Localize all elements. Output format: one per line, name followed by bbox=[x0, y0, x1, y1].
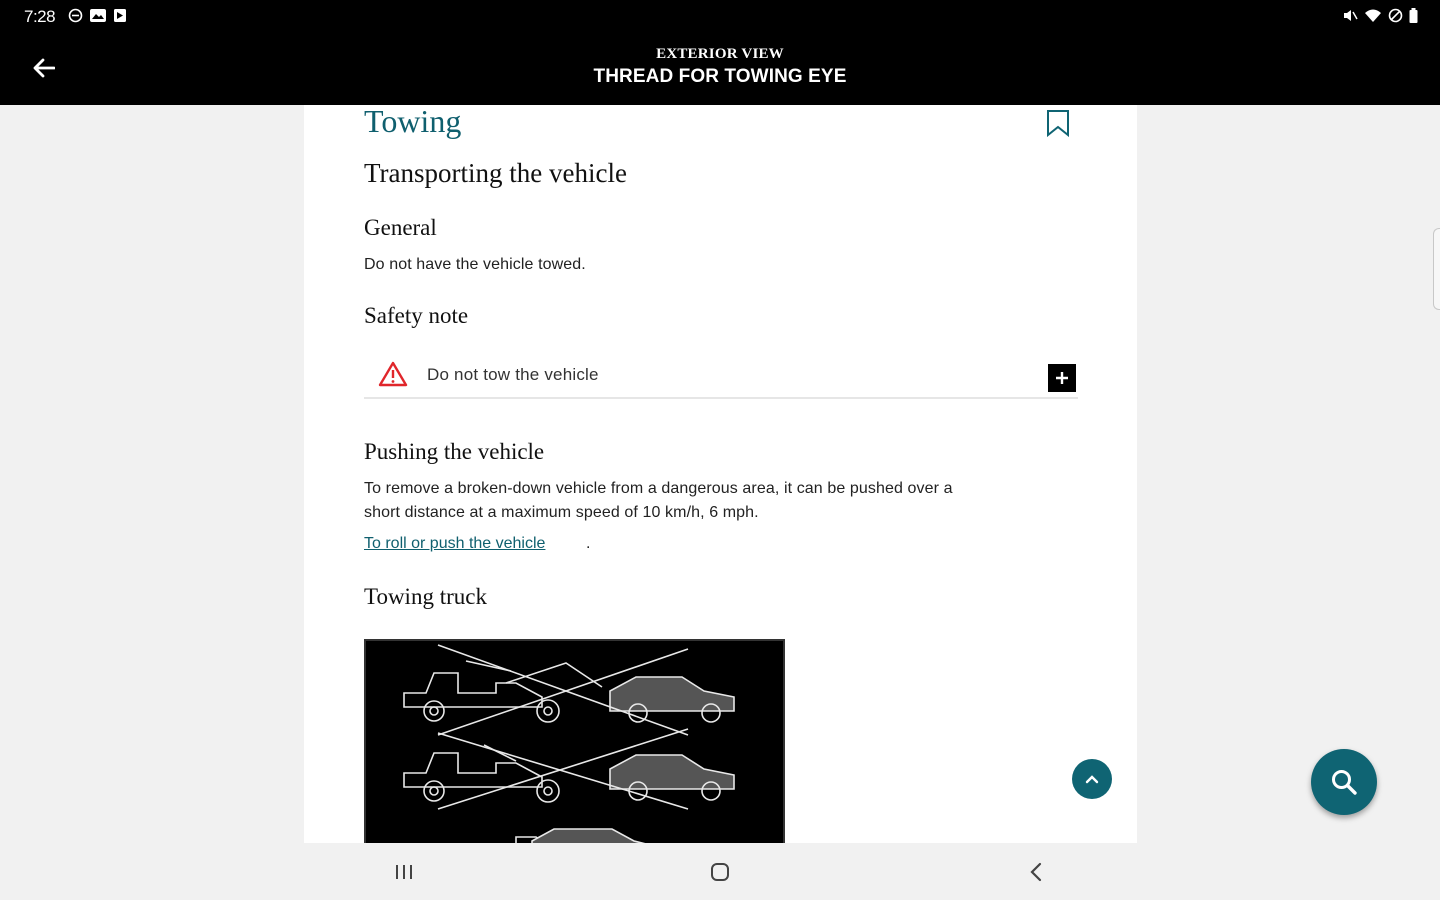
recent-apps-icon bbox=[393, 863, 415, 881]
expand-note-button[interactable] bbox=[1048, 364, 1076, 392]
home-button[interactable] bbox=[700, 857, 740, 887]
status-left-icons bbox=[68, 8, 127, 23]
pushing-text-line1: To remove a broken-down vehicle from a dangerous area, it can be pushed over a bbox=[364, 480, 953, 497]
towing-illustration bbox=[364, 639, 785, 843]
system-nav-bar bbox=[0, 843, 1440, 900]
search-button[interactable] bbox=[1311, 749, 1377, 815]
status-bar bbox=[0, 0, 1440, 32]
bookmark-icon bbox=[1046, 109, 1070, 137]
plus-icon bbox=[1055, 371, 1069, 385]
bookmark-button[interactable] bbox=[1046, 109, 1070, 142]
towing-truck-image bbox=[366, 641, 783, 843]
safety-note-title: Safety note bbox=[364, 303, 469, 328]
safety-note-row[interactable] bbox=[364, 351, 1078, 399]
app-subtitle: EXTERIOR VIEW bbox=[656, 46, 784, 62]
towing-truck-title: Towing truck bbox=[364, 584, 487, 609]
file-icon bbox=[113, 8, 127, 23]
safety-note-text: Do not tow the vehicle bbox=[427, 365, 599, 384]
chevron-left-icon bbox=[1029, 862, 1043, 882]
app-bar bbox=[0, 32, 1440, 105]
gallery-icon bbox=[89, 8, 107, 23]
home-icon bbox=[709, 861, 731, 883]
section-title: Towing bbox=[364, 105, 462, 139]
system-back-button[interactable] bbox=[1016, 857, 1056, 887]
app-bar-title bbox=[0, 44, 1440, 90]
battery-icon bbox=[1409, 8, 1418, 23]
general-text: Do not have the vehicle towed. bbox=[364, 256, 586, 273]
side-panel-handle[interactable] bbox=[1433, 228, 1440, 310]
link-suffix: . bbox=[586, 535, 591, 552]
roll-push-link[interactable]: To roll or push the vehicle bbox=[364, 535, 546, 552]
article-heading: Transporting the vehicle bbox=[364, 158, 627, 188]
chevron-up-icon bbox=[1085, 774, 1099, 784]
recent-apps-button[interactable] bbox=[384, 857, 424, 887]
pushing-text-line2: short distance at a maximum speed of 10 km/h, 6 mph. bbox=[364, 504, 759, 521]
scroll-top-button[interactable] bbox=[1072, 759, 1112, 799]
blocked-icon bbox=[1388, 8, 1403, 23]
search-icon bbox=[1329, 767, 1359, 797]
status-right-icons bbox=[1342, 8, 1418, 23]
mute-icon bbox=[1342, 8, 1358, 23]
app-title: THREAD FOR TOWING EYE bbox=[593, 66, 847, 87]
do-not-disturb-icon bbox=[68, 8, 83, 23]
pushing-title: Pushing the vehicle bbox=[364, 439, 545, 464]
general-title: General bbox=[364, 215, 437, 240]
content-card bbox=[304, 105, 1137, 843]
wifi-icon bbox=[1364, 8, 1382, 23]
warning-icon bbox=[378, 361, 408, 387]
status-time: 7:28 bbox=[24, 7, 56, 26]
